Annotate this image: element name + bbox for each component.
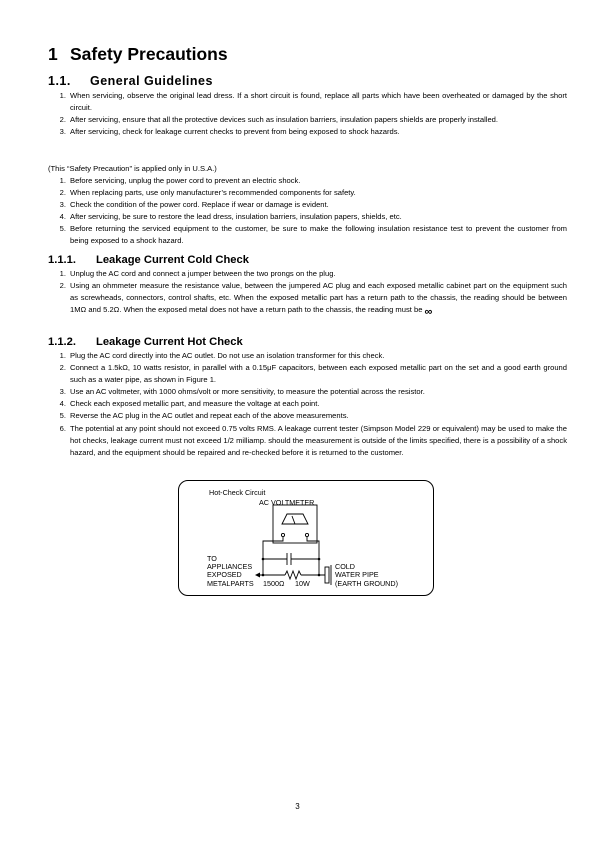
infinity-symbol: ∞ bbox=[424, 306, 433, 319]
list-item: 1. Before servicing, unplug the power cord to prevent an electric shock. bbox=[59, 176, 301, 185]
list-item: 4. Check each exposed metallic part, and measure the voltage at each point. bbox=[59, 399, 320, 409]
page-number: 3 bbox=[295, 802, 300, 811]
section-heading bbox=[48, 44, 228, 65]
node-dot bbox=[262, 574, 265, 577]
appliance-label-line: APPLIANCES bbox=[207, 562, 253, 571]
arrow-left-icon bbox=[255, 573, 260, 578]
voltmeter-label: AC VOLTMETER bbox=[259, 498, 315, 507]
hot-check-number: 1.1.2. bbox=[48, 336, 76, 348]
node-dot bbox=[318, 574, 321, 577]
list-item: 5. Reverse the AC plug in the AC outlet and repeat each of the above measurements. bbox=[59, 411, 349, 421]
list-item: 3. After servicing, check for leakage current checks to prevent from being exposed to shock hazards. bbox=[59, 127, 400, 137]
list-item: 2. Connect a 1.5kΩ, 10 watts resistor, in parallel with a 0.15μF capacitors, between each exposed metallic part on the set and a good earth ground such as a water pipe, as shown in Figure 1. bbox=[59, 363, 567, 385]
list-item: 4. After servicing, be sure to restore the lead dress, insulation barriers, insulation papers, shields, etc. bbox=[59, 212, 402, 222]
section-number: 1 bbox=[48, 44, 58, 64]
wattage-label: 10W bbox=[295, 579, 310, 588]
list-item: 2. After servicing, ensure that all the protective devices such as insulation barriers, insulation papers shields are properly installed. bbox=[59, 115, 499, 125]
appliance-label-line: METALPARTS bbox=[207, 579, 254, 588]
list-item: 3. Check the condition of the power cord. Replace if wear or damage is evident. bbox=[59, 200, 329, 210]
circuit-title: Hot-Check Circuit bbox=[209, 488, 266, 497]
general-guidelines-heading bbox=[48, 74, 213, 88]
hot-check-heading bbox=[48, 336, 243, 348]
section-title: Safety Precautions bbox=[70, 44, 228, 64]
general-guidelines-number: 1.1. bbox=[48, 74, 71, 88]
list-item: 2. Using an ohmmeter measure the resistance value, between the jumpered AC plug and each exposed metallic cabinet part on the equipment such as screwheads, connectors, control shafts, etc. When the exposed metallic part has a return path to the chassis, the reading should be between 1MΩ and 5.2Ω. When the exposed metal does not have a return path to the chassis, the reading must be ∞ bbox=[59, 281, 567, 319]
cold-check-number: 1.1.1. bbox=[48, 254, 76, 266]
node-dot bbox=[262, 558, 265, 561]
list-item: 6. The potential at any point should not exceed 0.75 volts RMS. A leakage current tester (Simpson Model 229 or equivalent) may be used to make the hot checks, leakage current must not exceed 1/2 milliamp. should the measurement is outside of the limits specified, there is a possibility of a shock hazard, and the equipment should be repaired and re-checked before it is returned to the customer. bbox=[59, 423, 567, 457]
general-guidelines-title: General Guidelines bbox=[90, 74, 213, 88]
appliance-label-line: TO bbox=[207, 554, 217, 563]
list-item: 5. Before returning the serviced equipment to the customer, be sure to make the following insulation resistance test to prevent the customer from being exposed to a shock hazard. bbox=[59, 224, 567, 246]
node-dot bbox=[318, 558, 321, 561]
usa-note: (This “Safety Precaution” is applied only in U.S.A.) bbox=[48, 164, 217, 173]
list-item: 3. Use an AC voltmeter, with 1000 ohms/volt or more sensitivity, to measure the potential across the resistor. bbox=[59, 387, 425, 397]
list-item: 1. Plug the AC cord directly into the AC outlet. Do not use an isolation transformer for this check. bbox=[59, 351, 385, 360]
meter-needle bbox=[292, 516, 295, 524]
ground-label-line: (EARTH GROUND) bbox=[335, 579, 398, 588]
cold-check-title: Leakage Current Cold Check bbox=[96, 254, 249, 266]
list-item: 1. Unplug the AC cord and connect a jumper between the two prongs on the plug. bbox=[59, 269, 336, 278]
hot-check-title: Leakage Current Hot Check bbox=[96, 336, 243, 348]
water-pipe-symbol bbox=[325, 567, 329, 583]
meter-dial bbox=[282, 514, 308, 524]
cold-check-list bbox=[48, 268, 567, 318]
ground-label-line: WATER PIPE bbox=[335, 570, 379, 579]
general-guidelines-list bbox=[48, 90, 567, 138]
meter-terminal-right bbox=[305, 533, 308, 536]
hot-check-list bbox=[48, 350, 567, 459]
resistor-value-label: 1500Ω bbox=[263, 579, 285, 588]
usa-precautions-list bbox=[48, 175, 567, 248]
resistor-symbol bbox=[285, 571, 301, 579]
ground-label-line: COLD bbox=[335, 562, 355, 571]
cold-check-heading bbox=[48, 254, 249, 266]
hot-check-circuit-figure bbox=[178, 480, 434, 596]
list-item: 1. When servicing, observe the original lead dress. If a short circuit is found, replace all parts which have been overheated or damaged by the short circuit. bbox=[59, 91, 567, 113]
meter-terminal-left bbox=[281, 533, 284, 536]
list-item: 2. When replacing parts, use only manufacturer’s recommended components for safety. bbox=[59, 188, 356, 198]
appliance-label-line: EXPOSED bbox=[207, 570, 242, 579]
